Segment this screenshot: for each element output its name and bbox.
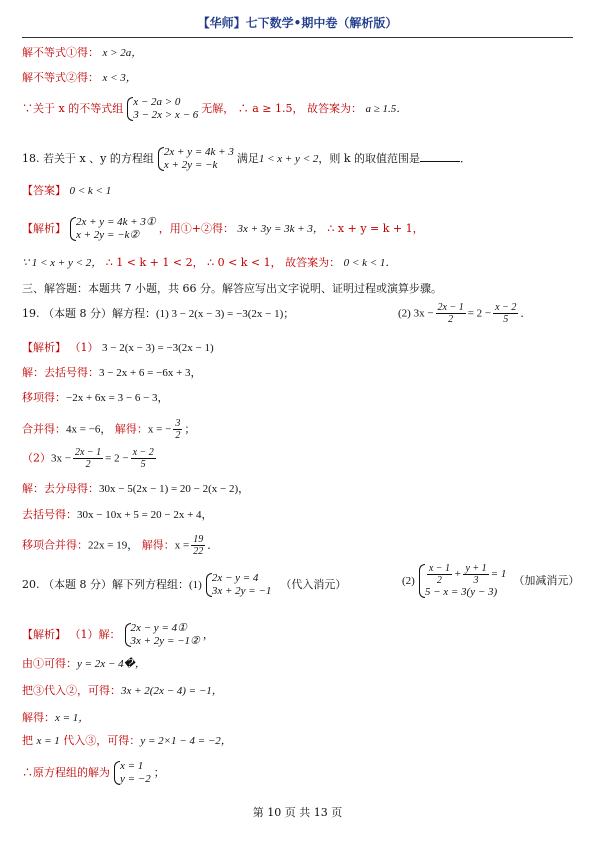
q19-s4-label: 解：去分母得：: [22, 482, 99, 495]
q19-p2-mid: = 2 −: [467, 307, 492, 320]
q17-l1-math: x > 2a，: [102, 47, 143, 59]
q17-l2-math: x < 3，: [102, 72, 137, 84]
q20-p2-row1: [425, 563, 507, 586]
q18-analysis-eq: 3x + 3y = 3k + 3，: [237, 223, 324, 235]
q20-s4-post: 代入③，可得：: [59, 734, 141, 747]
q18-analysis-label: 【解析】: [22, 222, 66, 235]
frac-denominator: 3: [473, 575, 479, 586]
q19-a1-eq: 3 − 2(x − 3) = −3(2x − 1): [102, 342, 214, 354]
q19-s1: 3 − 2x + 6 = −6x + 3，: [99, 367, 202, 379]
q20-p1-sys-row: 3x + 2y = −1: [211, 585, 272, 597]
frac-denominator: 22: [193, 546, 204, 557]
q20-p2-system: [418, 563, 507, 599]
q19-p2-fraction: [436, 302, 466, 325]
frac-numerator: x − 2: [495, 302, 517, 313]
q20-p2-plus: +: [454, 568, 462, 581]
q19-a2-pre: 3x −: [51, 452, 71, 465]
q19-s5: 30x − 10x + 5 = 20 − 2x + 4，: [77, 509, 213, 521]
q20-p1-tag: (1): [188, 579, 202, 591]
q19-analysis: [22, 341, 214, 355]
q19-s3-end: ；: [184, 422, 196, 436]
page-footer: 第 10 页 共 13 页: [252, 806, 343, 819]
q18-stem-post: ，则 k 的取值范围是: [318, 152, 421, 165]
q19-step1: [22, 366, 202, 380]
q19-a2-fraction: [131, 447, 156, 470]
q17-sys-row: 3 − 2x > x − 6: [133, 109, 199, 121]
q18-answer: [22, 184, 111, 198]
q18-stem-system: [157, 146, 234, 172]
q18-stem-sys-row: 2x + y = 4k + 3: [163, 146, 234, 158]
q18-stem: [22, 146, 471, 172]
q20-p1-system: [205, 572, 272, 598]
q18-therefore2: ∴ 0 < k < 1，: [207, 256, 282, 269]
q17-line3: [22, 96, 407, 122]
q18-stem-end: ．: [460, 152, 472, 165]
q17-l2-label: 解不等式②得：: [22, 71, 99, 84]
q20-step5: [22, 760, 165, 786]
frac-denominator: 2: [436, 575, 442, 586]
q19-part1: (1) 3 − 2(x − 3) = −3(2x − 1)；: [155, 308, 295, 320]
q19-step2: [22, 391, 169, 405]
frac-numerator: 2x − 1: [74, 447, 102, 458]
frac-numerator: x − 2: [132, 447, 154, 458]
q19-s6-fraction: [191, 534, 205, 557]
q18-therefore1: ∴ 1 < k + 1 < 2，: [105, 256, 204, 269]
q20-stem: [22, 572, 346, 598]
q19-a1-tag: （1）: [69, 341, 99, 354]
q18-analysis-therefore: ∴ x + y = k + 1，: [327, 222, 424, 235]
q19-s6-res: x =: [174, 539, 190, 552]
section-3-heading: 三、解答题：本题共 7 小题，共 66 分。解答应写出文字说明、证明过程或演算步骤。: [22, 282, 442, 295]
q17-line1: [22, 46, 142, 60]
q19-p2-end: ．: [520, 306, 532, 320]
q19-s2: −2x + 6x = 3 − 6 − 3，: [66, 392, 169, 404]
q20-a1-end: ，: [202, 628, 214, 641]
q18-analysis: [22, 216, 424, 242]
q20-p1-sys-row: 2x − y = 4: [211, 572, 259, 584]
q19-s6: 22x = 19，: [88, 539, 139, 552]
q20-solution-row: y = −2: [120, 773, 151, 785]
q20-p2-method: （加减消元）: [513, 574, 580, 587]
q19-analysis-label: 【解析】: [22, 341, 66, 354]
q18-because: ∵ 1 < x + y < 2，: [22, 257, 103, 269]
q17-line2: [22, 71, 137, 85]
q19-part2-analysis: [22, 447, 158, 470]
header-divider: [22, 37, 573, 38]
q20-a1-system: [124, 622, 200, 648]
q20-p2-eq: = 1: [490, 568, 507, 581]
q20-step4: [22, 734, 232, 748]
frac-denominator: 5: [503, 314, 509, 325]
q20-solution-system: [113, 760, 151, 786]
q17-l3-ans-label: 故答案为：: [307, 102, 363, 115]
q20-p2-fraction: [463, 563, 488, 586]
q20-a1-sys-row: 3x + 2y = −1②: [130, 635, 200, 647]
q19-p2-fraction: [493, 302, 518, 325]
q20-p2-tag: (2): [402, 575, 415, 587]
frac-numerator: 3: [175, 418, 181, 429]
q20-s4: y = 2×1 − 4 = −2，: [140, 735, 232, 747]
q17-sys-row: x − 2a > 0: [133, 96, 181, 108]
q17-l3-ans: a ≥ 1.5．: [365, 103, 408, 115]
q19-a2-mid: = 2 −: [105, 452, 129, 465]
q18-stem-mid: 满足: [236, 152, 259, 165]
q20-s2: 3x + 2(2x − 4) = −1，: [121, 685, 223, 697]
q20-solution-row: x = 1: [120, 760, 144, 772]
q20-s1-label: 由①可得：: [22, 657, 77, 670]
q20-part2: [402, 563, 579, 599]
q19-stem-text: 19. （本题 8 分）解方程：: [22, 307, 156, 320]
q18-stem-cond: 1 < x + y < 2: [258, 153, 319, 165]
q18-analysis-sys-row: x + 2y = −k②: [76, 229, 140, 241]
q19-s2-label: 移项得：: [22, 391, 66, 404]
q20-a1: （1）解：: [69, 628, 121, 641]
q19-s4: 30x − 5(2x − 1) = 20 − 2(x − 2)，: [99, 483, 250, 495]
q19-step5: [22, 508, 213, 522]
frac-numerator: x − 1: [428, 563, 451, 574]
q18-conclusion: [22, 256, 396, 270]
q19-s3-label2: 解得：: [114, 422, 148, 436]
q17-l1-label: 解不等式①得：: [22, 46, 99, 59]
q18-analysis-sys-row: 2x + y = 4k + 3①: [76, 216, 156, 228]
q19-s6-label: 移项合并得：: [22, 538, 88, 552]
q17-l3-pre: ∵关于 x 的不等式组: [22, 102, 124, 115]
q20-p2-row2: 5 − x = 3(y − 3): [424, 586, 498, 598]
q19-s6-label2: 解得：: [141, 538, 175, 552]
q20-s4-pre: 把: [22, 734, 37, 747]
q19-a2-tag: （2）: [22, 451, 51, 465]
q20-analysis: [22, 622, 214, 648]
q19-s3-label: 合并得：: [22, 422, 66, 436]
q19-s3-fraction: [173, 418, 182, 441]
q20-step3: [22, 711, 89, 725]
q20-s5-label: ∴原方程组的解为: [22, 766, 110, 779]
frac-denominator: 2: [175, 430, 181, 441]
q19-s1-label: 解：去括号得：: [22, 366, 99, 379]
frac-numerator: 2x − 1: [437, 302, 464, 313]
frac-numerator: 19: [193, 534, 204, 545]
q20-s2-label: 把③代入②，可得：: [22, 684, 121, 697]
q19-s3: 4x = −6，: [66, 423, 112, 436]
q19-step4: [22, 482, 249, 496]
q20-s3: x = 1，: [55, 712, 90, 724]
q20-analysis-label: 【解析】: [22, 628, 66, 641]
q17-l3-therefore: ∴ a ≥ 1.5，: [237, 102, 304, 115]
q18-answer-label: 【答案】: [22, 184, 66, 197]
q19-s5-label: 去括号得：: [22, 508, 77, 521]
q18-ans: 0 < k < 1．: [343, 257, 397, 269]
q18-ans-label: 故答案为：: [285, 256, 341, 269]
frac-denominator: 2: [85, 459, 91, 470]
q19-a2-fraction: [73, 447, 103, 470]
q20-step1: [22, 657, 146, 671]
q20-p1-method: （代入消元）: [280, 578, 347, 591]
q18-analysis-mid: ，用①+②得：: [158, 222, 234, 235]
q19-stem: [22, 307, 294, 321]
q20-s4-x: x = 1: [36, 735, 60, 747]
q17-inequality-system: [126, 96, 198, 122]
q20-s3-label: 解得：: [22, 711, 55, 724]
q20-s1: y = 2x − 4�，: [77, 658, 146, 670]
frac-denominator: 2: [448, 314, 454, 325]
q18-answer-blank: [420, 161, 460, 162]
frac-numerator: y + 1: [465, 563, 487, 574]
q18-stem-sys-row: x + 2y = −k: [163, 159, 218, 171]
q20-stem-text: 20. （本题 8 分）解下列方程组：: [22, 578, 189, 591]
page-header: 【华师】七下数学•期中卷（解析版）: [197, 16, 398, 30]
q19-step6: [22, 534, 218, 557]
q17-l3-mid: 无解，: [201, 102, 235, 115]
q19-p2-pre: (2) 3x −: [398, 307, 434, 320]
q20-a1-sys-row: 2x − y = 4①: [130, 622, 187, 634]
q18-answer-value: 0 < k < 1: [69, 185, 112, 197]
q18-stem-pre: 18. 若关于 x 、y 的方程组: [22, 152, 154, 165]
q19-s6-end: ．: [207, 538, 219, 552]
q19-s3-res: x = −: [147, 423, 172, 436]
q18-analysis-system: [69, 216, 156, 242]
q20-p2-fraction: [427, 563, 452, 586]
frac-denominator: 5: [140, 459, 146, 470]
q19-part2: [398, 302, 531, 325]
q19-step3: [22, 418, 195, 441]
q20-step2: [22, 684, 223, 698]
q20-s5-end: ；: [153, 766, 165, 779]
